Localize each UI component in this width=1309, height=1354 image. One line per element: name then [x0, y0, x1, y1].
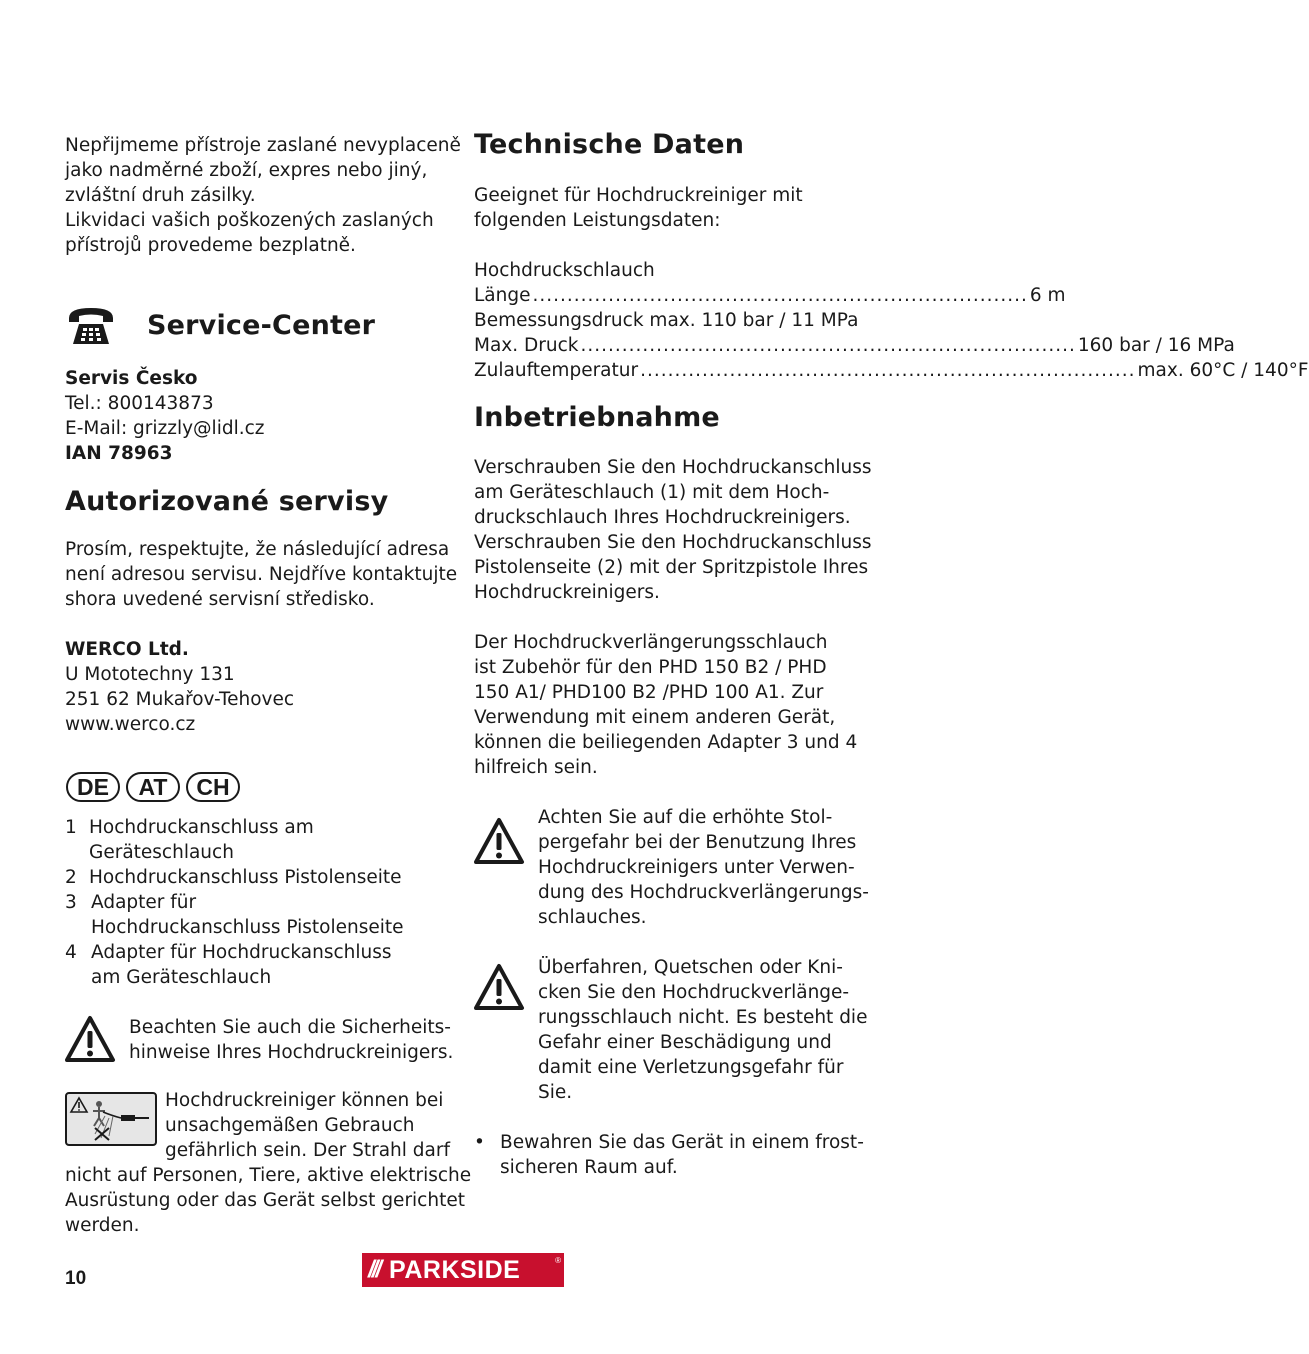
country-badge-at: AT	[126, 772, 180, 802]
list-item: 2 Hochdruckanschluss Pistolenseite	[65, 867, 402, 888]
commissioning-title: Inbetriebnahme	[474, 402, 720, 433]
hose-damage-warning: Überfahren, Quetschen oder Kni- cken Sie den Hochdruckverlänge- rungsschlauch nicht. Es besteht die Gefahr einer Beschädigung und damit eine Verletzungsgefahr für Sie.	[474, 955, 864, 1105]
spec-row: Max. Druck ........................................................................ 160 bar / 16 MPa	[474, 335, 1235, 356]
intro-paragraph: Nepřijmeme přístroje zaslané nevyplaceně jako nadměrné zboží, expres nebo jiný, zvláštní druh zásilky. Likvidaci vašich poškozených zaslaných přístrojů provedeme bezplatně.	[65, 135, 461, 256]
service-contact	[65, 366, 450, 466]
servis-tel: Tel.: 800143873	[65, 393, 214, 414]
warning-icon	[65, 1015, 115, 1063]
parts-list	[65, 815, 450, 990]
warning-icon	[474, 817, 524, 865]
warning-icon	[474, 963, 524, 1011]
technical-data-title: Technische Daten	[474, 129, 745, 160]
authorized-service-title: Autorizované servisy	[65, 486, 389, 517]
list-item: 1 Hochdruckanschluss am Geräteschlauch	[65, 817, 314, 863]
telephone-icon	[65, 304, 117, 348]
werco-name: WERCO Ltd.	[65, 639, 189, 660]
logo-registered-mark: ®	[555, 1256, 561, 1265]
jet-hazard-pictogram-icon	[65, 1092, 157, 1146]
servis-email: E-Mail: grizzly@lidl.cz	[65, 418, 265, 439]
werco-url: www.werco.cz	[65, 714, 196, 735]
list-item: 3 Adapter für Hochdruckanschluss Pistolenseite	[65, 892, 404, 938]
servis-ian: IAN 78963	[65, 443, 173, 464]
authorized-service-text: Prosím, respektujte, že následující adresa není adresou servisu. Nejdříve kontaktujte shora uvedené servisní středisko.	[65, 539, 458, 610]
spec-row: Länge ........................................................................ 6 m	[474, 285, 1066, 306]
spec-row: Zulauftemperatur ........................................................................ max. 60°C / 140°F	[474, 360, 1309, 381]
right-column	[474, 128, 1309, 1180]
trip-hazard-warning: Achten Sie auf die erhöhte Stol- pergefahr bei der Benutzung Ihres Hochdruckreinigers unter Verwen- dung des Hochdruckverlängerungs- schlauches.	[474, 805, 864, 930]
commissioning-paragraph-1: Verschrauben Sie den Hochdruckanschluss am Geräteschlauch (1) mit dem Hoch- druckschlauch Ihres Hochdruckreinigers. Verschrauben Sie den Hochdruckanschluss Pistolenseite (2) mit der Spritzpistole Ihres Hochdruckreinigers.	[474, 457, 872, 603]
country-badge-ch: CH	[186, 772, 240, 802]
page-number: 10	[65, 1268, 87, 1289]
technical-intro: Geeignet für Hochdruckreiniger mit folgenden Leistungsdaten:	[474, 185, 803, 231]
service-center-title: Service-Center	[147, 310, 376, 341]
country-badges	[66, 772, 450, 802]
bullet-icon: •	[474, 1132, 485, 1153]
country-badge-de: DE	[66, 772, 120, 802]
logo-text: PARKSIDE	[389, 1255, 521, 1284]
servis-name: Servis Česko	[65, 368, 198, 389]
left-column	[65, 133, 472, 1238]
service-center-heading	[65, 304, 450, 348]
list-item: 4 Adapter für Hochdruckanschluss am Geräteschlauch	[65, 942, 392, 988]
logo-slashes: ///	[368, 1256, 380, 1283]
safety-note: Beachten Sie auch die Sicherheits- hinweise Ihres Hochdruckreinigers.	[65, 1015, 450, 1065]
spec-table	[474, 283, 1309, 383]
spec-row: Bemessungsdruck max. 110 bar / 11 MPa	[474, 310, 859, 331]
hose-label: Hochdruckschlauch	[474, 260, 655, 281]
commissioning-paragraph-2: Der Hochdruckverlängerungsschlauch ist Zubehör für den PHD 150 B2 / PHD 150 A1/ PHD100 B2 /PHD 100 A1. Zur Verwendung mit einem anderen Gerät, können die beiliegenden Adapter 3 und 4 hilfreich sein.	[474, 632, 858, 778]
parkside-logo	[362, 1253, 564, 1287]
werco-address: WERCO Ltd. U Mototechny 131 251 62 Mukařov-Tehovec www.werco.cz	[65, 637, 450, 737]
jet-warning: Hochdruckreiniger können bei unsachgemäßen Gebrauch gefährlich sein. Der Strahl darf nicht auf Personen, Tiere, aktive elektrische Ausrüstung oder das Gerät selbst gerichtet werden.	[65, 1090, 472, 1236]
storage-bullet: • Bewahren Sie das Gerät in einem frost- sicheren Raum auf.	[474, 1132, 864, 1178]
